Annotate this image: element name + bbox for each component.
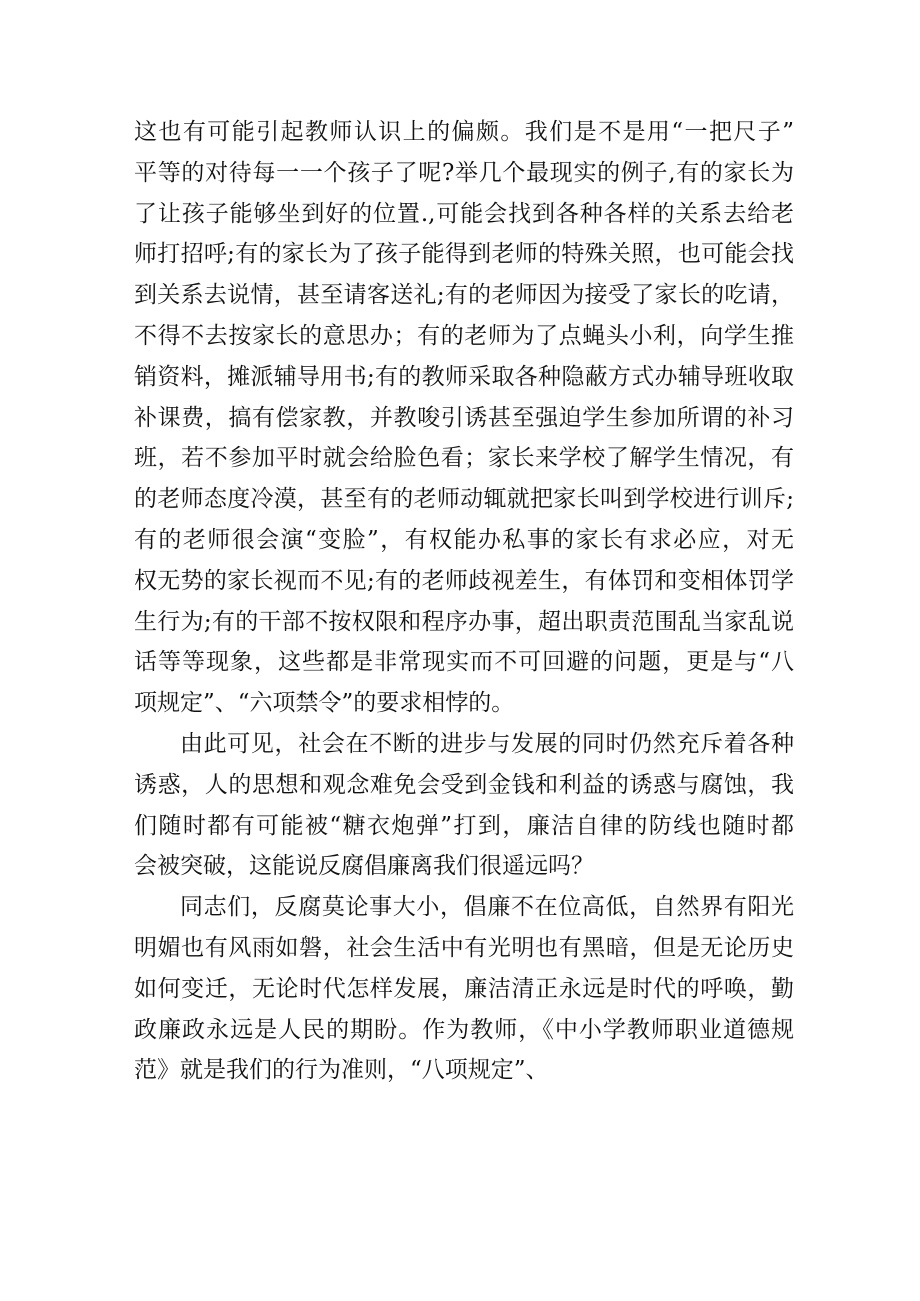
text-line: 权无势的家长视而不见;有的老师歧视差生，有体罚和变相体罚学 bbox=[134, 567, 794, 594]
text-line: 到关系去说情，甚至请客送礼;有的老师因为接受了家长的吃请， bbox=[134, 282, 794, 309]
text-line: 同志们，反腐莫论事大小，倡廉不在位高低，自然界有阳光 bbox=[180, 894, 794, 921]
text-line: 了让孩子能够坐到好的位置.,可能会找到各种各样的关系去给老 bbox=[134, 200, 794, 227]
text-line: 生行为;有的干部不按权限和程序办事，超出职责范围乱当家乱说 bbox=[134, 608, 794, 635]
text-line: 政廉政永远是人民的期盼。作为教师，《中小学教师职业道德规 bbox=[134, 1016, 794, 1043]
text-line: 班，若不参加平时就会给脸色看；家长来学校了解学生情况，有 bbox=[134, 445, 794, 472]
text-line: 平等的对待每一一个孩子了呢?举几个最现实的例子,有的家长为 bbox=[134, 159, 794, 186]
text-line: 不得不去按家长的意思办；有的老师为了点蝇头小利，向学生推 bbox=[134, 322, 794, 349]
text-line: 的老师态度冷漠，甚至有的老师动辄就把家长叫到学校进行训斥; bbox=[134, 486, 794, 513]
text-line: 项规定”、“六项禁令”的要求相悖的。 bbox=[134, 690, 515, 717]
text-line: 由此可见，社会在不断的进步与发展的同时仍然充斥着各种 bbox=[180, 730, 794, 757]
document-body bbox=[134, 112, 794, 1091]
text-line: 话等等现象，这些都是非常现实而不可回避的问题，更是与“八 bbox=[134, 649, 794, 676]
text-line: 有的老师很会演“变脸”，有权能办私事的家长有求必应，对无 bbox=[134, 526, 794, 553]
text-line: 诱惑，人的思想和观念难免会受到金钱和利益的诱惑与腐蚀，我 bbox=[134, 771, 794, 798]
text-line: 师打招呼;有的家长为了孩子能得到老师的特殊关照，也可能会找 bbox=[134, 241, 794, 268]
text-line: 如何变迁，无论时代怎样发展，廉洁清正永远是时代的呼唤，勤 bbox=[134, 975, 794, 1002]
text-line: 们随时都有可能被“糖衣炮弹”打到，廉洁自律的防线也随时都 bbox=[134, 812, 794, 839]
text-line: 这也有可能引起教师认识上的偏颇。我们是不是用“一把尺子” bbox=[134, 119, 794, 145]
text-line: 补课费，搞有偿家教，并教唆引诱甚至强迫学生参加所谓的补习 bbox=[134, 404, 794, 431]
text-line: 销资料，摊派辅导用书;有的教师采取各种隐蔽方式办辅导班收取 bbox=[134, 363, 794, 390]
text-line: 会被突破，这能说反腐倡廉离我们很遥远吗？ bbox=[134, 853, 594, 880]
text-line: 范》就是我们的行为准则，“八项规定”、 bbox=[134, 1057, 549, 1084]
text-line: 明媚也有风雨如磐，社会生活中有光明也有黑暗，但是无论历史 bbox=[134, 934, 794, 961]
